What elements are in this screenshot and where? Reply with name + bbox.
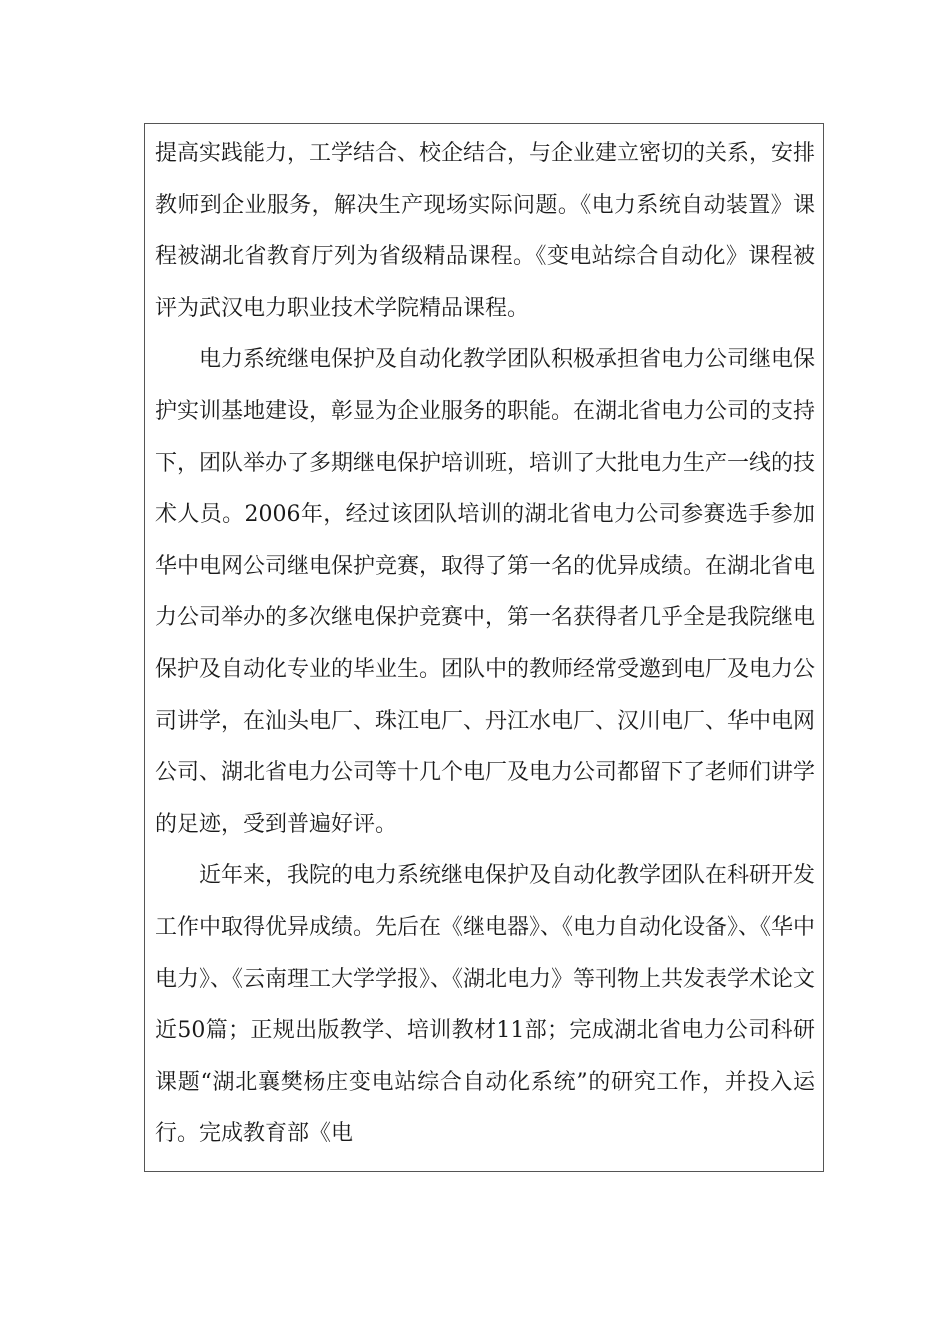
paragraph-practice-and-courses: 提高实践能力，工学结合、校企结合，与企业建立密切的关系，安排教师到企业服务，解决生产现场实际问题。《电力系统自动装置》课程被湖北省教育厅列为省级精品课程。《变电站综合自动化》课程被评为武汉电力职业技术学院精品课程。 <box>155 141 816 321</box>
paragraph-training-and-service: 电力系统继电保护及自动化教学团队积极承担省电力公司继电保护实训基地建设，彰显为企业服务的职能。在湖北省电力公司的支持下，团队举办了多期继电保护培训班，培训了大批电力生产一线的技术人员。2006年，经过该团队培训的湖北省电力公司参赛选手参加华中电网公司继电保护竞赛，取得了第一名的优异成绩。在湖北省电力公司举办的多次继电保护竞赛中，第一名获得者几乎全是我院继电保护及自动化专业的毕业生。团队中的教师经常受邀到电厂及电力公司讲学，在汕头电厂、珠江电厂、丹江水电厂、汉川电厂、华中电网公司、湖北省电力公司等十几个电厂及电力公司都留下了老师们讲学的足迹，受到普遍好评。 <box>155 347 816 837</box>
paragraph-research-achievements: 近年来，我院的电力系统继电保护及自动化教学团队在科研开发工作中取得优异成绩。先后在《继电器》、《电力自动化设备》、《华中电力》、《云南理工大学学报》、《湖北电力》等刊物上共发表学术论文近50篇；正规出版教学、培训教材11部；完成湖北省电力公司科研课题“湖北襄樊杨庄变电站综合自动化系统”的研究工作，并投入运行。完成教育部《电 <box>155 863 816 1147</box>
text-content <box>155 128 815 1160</box>
bordered-text-box <box>144 123 824 1172</box>
